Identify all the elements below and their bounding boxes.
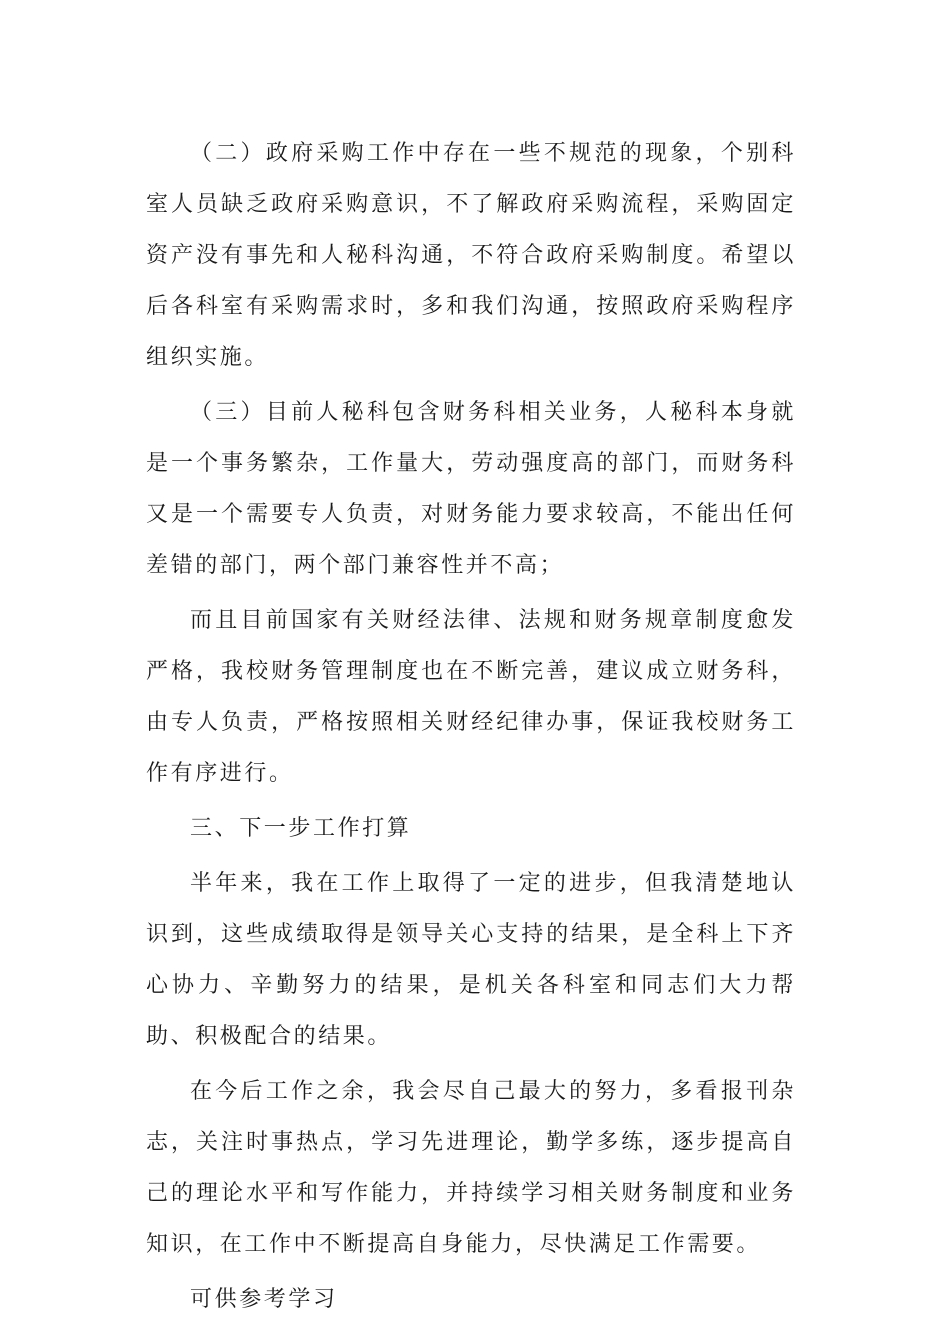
paragraph-half-year-review: 半年来，我在工作上取得了一定的进步，但我清楚地认识到，这些成绩取得是领导关心支持的结果，是全科上下齐心协力、辛勤努力的结果，是机关各科室和同志们大力帮助、积极配合的结果。 xyxy=(146,871,796,1049)
paragraph-future-plans: 在今后工作之余，我会尽自己最大的努力，多看报刊杂志，关注时事热点，学习先进理论，勤学多练，逐步提高自己的理论水平和写作能力，并持续学习相关财务制度和业务知识，在工作中不断提高自身能力，尽快满足工作需要。 xyxy=(146,1079,796,1257)
section-heading-next-steps: 三、下一步工作打算 xyxy=(190,816,412,841)
closing-note: 可供参考学习 xyxy=(190,1287,338,1312)
paragraph-finance-office: （三）目前人秘科包含财务科相关业务，人秘科本身就是一个事务繁杂，工作量大，劳动强度高的部门，而财务科又是一个需要专人负责，对财务能力要求较高，不能出任何差错的部门，两个部门兼容性并不高； xyxy=(146,400,796,578)
paragraph-procurement: （二）政府采购工作中存在一些不规范的现象，个别科室人员缺乏政府采购意识，不了解政府采购流程，采购固定资产没有事先和人秘科沟通，不符合政府采购制度。希望以后各科室有采购需求时，多和我们沟通，按照政府采购程序组织实施。 xyxy=(146,141,796,370)
paragraph-regulations: 而且目前国家有关财经法律、法规和财务规章制度愈发严格，我校财务管理制度也在不断完善，建议成立财务科，由专人负责，严格按照相关财经纪律办事，保证我校财务工作有序进行。 xyxy=(146,608,796,786)
document-body xyxy=(146,128,796,1329)
